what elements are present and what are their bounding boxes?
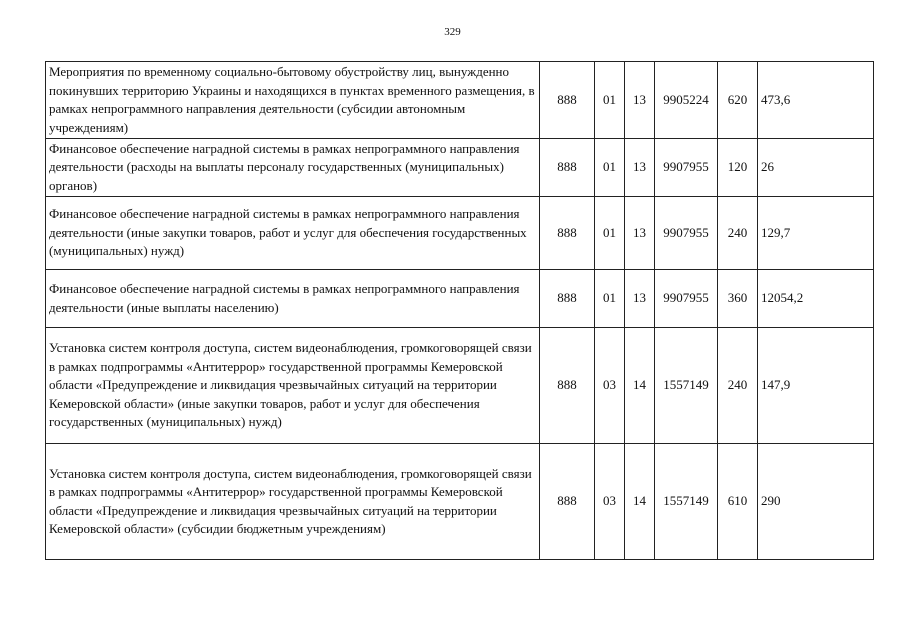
table-row	[46, 444, 874, 560]
row-grbs-code: 888	[540, 328, 595, 444]
row-expense-type-code: 120	[718, 139, 758, 197]
row-section-code: 01	[595, 139, 625, 197]
table-row	[46, 62, 874, 139]
row-subsection-code: 13	[625, 270, 655, 328]
row-section-code: 01	[595, 62, 625, 139]
row-grbs-code: 888	[540, 444, 595, 560]
row-section-code: 03	[595, 444, 625, 560]
row-grbs-code: 888	[540, 197, 595, 270]
row-target-article-code: 1557149	[655, 444, 718, 560]
page-number: 329	[444, 26, 461, 38]
row-subsection-code: 14	[625, 328, 655, 444]
row-grbs-code: 888	[540, 139, 595, 197]
row-amount: 129,7	[758, 197, 874, 270]
row-description: Установка систем контроля доступа, систем видеонаблюдения, громкоговорящей связи в рамках подпрограммы «Антитеррор» государственной программы Кемеровской области «Предупреждение и ликвидация чрезвычайных ситуаций на территории Кемеровской области» (иные закупки товаров, работ и услуг для обеспечения государственных (муниципальных) нужд)	[46, 328, 540, 444]
row-target-article-code: 9905224	[655, 62, 718, 139]
row-target-article-code: 9907955	[655, 270, 718, 328]
row-subsection-code: 13	[625, 139, 655, 197]
row-expense-type-code: 360	[718, 270, 758, 328]
row-description: Мероприятия по временному социально-бытовому обустройству лиц, вынужденно покинувших территорию Украины и находящихся в пунктах временного размещения, в рамках непрограммного направления деятельности (субсидии автономным учреждениям)	[46, 62, 540, 139]
table-row	[46, 197, 874, 270]
row-expense-type-code: 240	[718, 328, 758, 444]
row-target-article-code: 1557149	[655, 328, 718, 444]
row-description: Установка систем контроля доступа, систем видеонаблюдения, громкоговорящей связи в рамках подпрограммы «Антитеррор» государственной программы Кемеровской области «Предупреждение и ликвидация чрезвычайных ситуаций на территории Кемеровской области» (субсидии бюджетным учреждениям)	[46, 444, 540, 560]
row-target-article-code: 9907955	[655, 139, 718, 197]
budget-table	[45, 61, 874, 560]
row-amount: 290	[758, 444, 874, 560]
row-target-article-code: 9907955	[655, 197, 718, 270]
row-description: Финансовое обеспечение наградной системы в рамках непрограммного направления деятельности (иные выплаты населению)	[46, 270, 540, 328]
row-amount: 26	[758, 139, 874, 197]
row-amount: 473,6	[758, 62, 874, 139]
row-subsection-code: 13	[625, 197, 655, 270]
table-row	[46, 270, 874, 328]
row-amount: 12054,2	[758, 270, 874, 328]
row-subsection-code: 13	[625, 62, 655, 139]
row-expense-type-code: 610	[718, 444, 758, 560]
table-row	[46, 328, 874, 444]
row-description: Финансовое обеспечение наградной системы в рамках непрограммного направления деятельности (иные закупки товаров, работ и услуг для обеспечения государственных (муниципальных) нужд)	[46, 197, 540, 270]
row-section-code: 01	[595, 197, 625, 270]
table-row	[46, 139, 874, 197]
row-amount: 147,9	[758, 328, 874, 444]
row-expense-type-code: 240	[718, 197, 758, 270]
row-subsection-code: 14	[625, 444, 655, 560]
row-description: Финансовое обеспечение наградной системы в рамках непрограммного направления деятельности (расходы на выплаты персоналу государственных (муниципальных) органов)	[46, 139, 540, 197]
row-section-code: 01	[595, 270, 625, 328]
row-grbs-code: 888	[540, 62, 595, 139]
row-section-code: 03	[595, 328, 625, 444]
row-grbs-code: 888	[540, 270, 595, 328]
row-expense-type-code: 620	[718, 62, 758, 139]
